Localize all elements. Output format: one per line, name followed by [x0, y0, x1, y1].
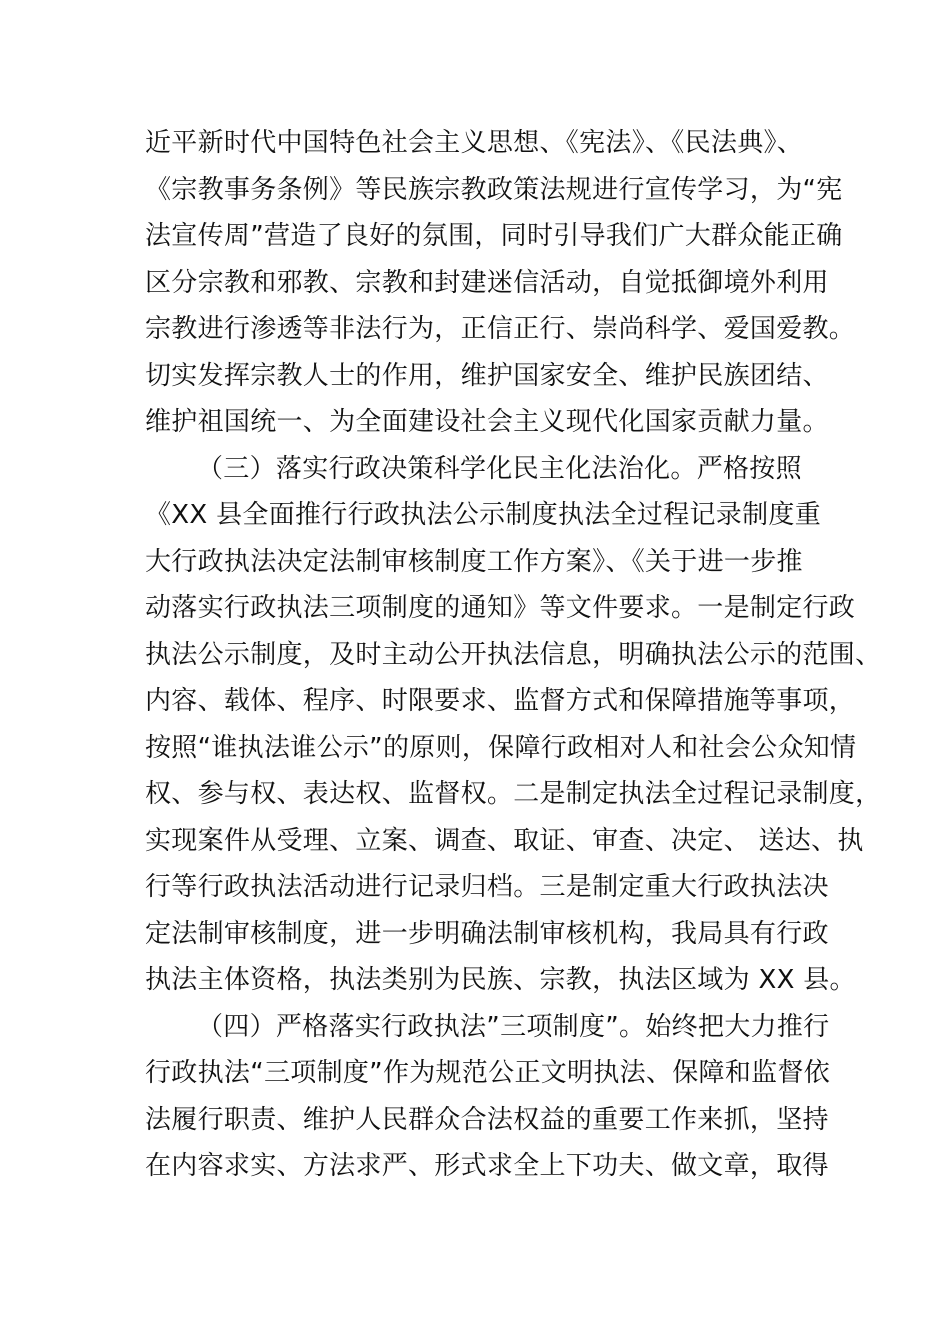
section-heading-4: （四）严格落实行政执法”三项制度”。始终把大力推行	[197, 1011, 830, 1042]
text-line: 大行政执法决定法制审核制度工作方案》、《关于进一步推	[145, 546, 803, 577]
text-line: 近平新时代中国特色社会主义思想、《宪法》、《民法典》、	[145, 128, 804, 158]
text-line: 行政执法“三项制度”作为规范公正文明执法、保障和监督依	[145, 1058, 831, 1088]
text-line: 定法制审核制度，进一步明确法制审核机构，我局具有行政	[145, 918, 829, 949]
section-heading-3: （三）落实行政决策科学化民主化法治化。严格按照	[197, 453, 802, 484]
text-line: 执法公示制度，及时主动公开执法信息，明确执法公示的范围、	[145, 639, 882, 670]
text-line: 宗教进行渗透等非法行为，正信正行、崇尚科学、爱国爱教。	[145, 314, 856, 344]
body-text	[145, 120, 882, 1190]
text-line: 区分宗教和邪教、宗教和封建迷信活动，自觉抵御境外利用	[145, 267, 829, 298]
text-line: 实现案件从受理、立案、调查、取证、审查、决定、 送达、执	[145, 825, 864, 856]
text-line: 法宣传周”营造了良好的氛围，同时引导我们广大群众能正确	[145, 221, 843, 251]
text-line: 内容、载体、程序、时限要求、监督方式和保障措施等事项，	[145, 686, 856, 716]
text-line: 切实发挥宗教人士的作用，维护国家安全、维护民族团结、	[145, 360, 829, 391]
text-line: 动落实行政执法三项制度的通知》等文件要求。一是制定行政	[145, 593, 856, 623]
text-line: 维护祖国统一、为全面建设社会主义现代化国家贡献力量。	[145, 407, 829, 437]
text-line: 按照“谁执法谁公示”的原则，保障行政相对人和社会公众知情	[145, 732, 857, 763]
text-line: 《XX 县全面推行行政执法公示制度执法全过程记录制度重	[145, 500, 821, 530]
text-line: 权、参与权、表达权、监督权。二是制定执法全过程记录制度，	[145, 779, 882, 809]
text-line: 在内容求实、方法求严、形式求全上下功夫、做文章，取得	[145, 1151, 829, 1181]
text-line: 行等行政执法活动进行记录归档。三是制定重大行政执法决	[145, 872, 829, 902]
text-line: 法履行职责、维护人民群众合法权益的重要工作来抓，坚持	[145, 1104, 829, 1135]
text-line: 执法主体资格，执法类别为民族、宗教，执法区域为 XX 县。	[145, 965, 856, 995]
text-line: 《宗教事务条例》等民族宗教政策法规进行宣传学习，为“宪	[145, 174, 843, 205]
